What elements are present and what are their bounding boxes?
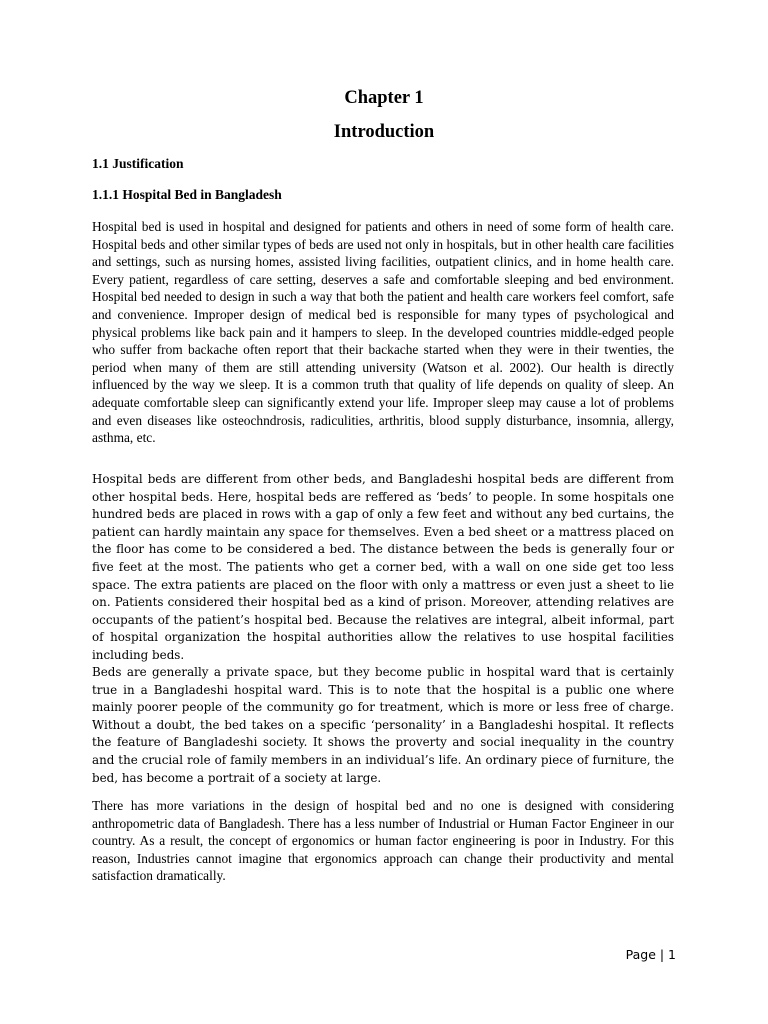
paragraph-1: Hospital bed is used in hospital and designed for patients and others in need of some form of health care. Hospital beds and other similar types of beds are used not only in hospitals, but in other health care facilities and settings, such as nursing homes, assisted living facilities, outpatient clinics, and in home health care. Every patient, regardless of care setting, deserves a safe and comfortable sleeping and bed environment. Hospital bed needed to design in such a way that both the patient and health care workers feel comfort, safe and convenience. Improper design of medical bed is responsible for many types of psychological and physical problems like back pain and it hampers to sleep. In the developed countries middle-edged people who suffer from backache often report that their backache started when they were in their twenties, the period when many of them are still attending university (Watson et al. 2002). Our health is directly influenced by the way we sleep. It is a common truth that quality of life depends on quality of sleep. An adequate comfortable sleep can significantly extend your life. Improper sleep may cause a lot of problems and even diseases like osteochndrosis, radiculities, arthritis, blood supply disturbance, insomnia, allergy, asthma, etc. xyxy=(92,219,674,446)
paragraph-2: Hospital beds are different from other beds, and Bangladeshi hospital beds are different from other hospital beds. Here, hospital beds are reffered as ‘beds’ to people. In some hospitals one hundred beds are placed in rows with a gap of only a few feet and without any bed curtains, the patient can hardly maintain any space for themselves. Even a bed sheet or a mattress placed on the floor has come to be considered a bed. The distance between the beds is generally four or five feet at the most. The patients who get a corner bed, with a wall on one side get too less space. The extra patients are placed on the floor with only a mattress or even just a sheet to lie on. Patients considered their hospital bed as a kind of prison. Moreover, attending relatives are occupants of the patient’s hospital bed. Because the relatives are integral, albeit informal, part of hospital organization the hospital authorities allow the relatives to use hospital facilities including beds. xyxy=(92,472,674,662)
paragraph-4: There has more variations in the design of hospital bed and no one is designed with considering anthropometric data of Bangladesh. There has a less number of Industrial or Human Factor Engineer in our country. As a result, the concept of ergonomics or human factor engineering is poor in Industry. For this reason, Industries cannot imagine that ergonomics approach can change their productivity and mental satisfaction dramatically. xyxy=(92,798,674,884)
page-number: Page | 1 xyxy=(625,947,676,962)
chapter-title: Introduction xyxy=(333,122,435,142)
subsection-heading: 1.1.1 Hospital Bed in Bangladesh xyxy=(92,187,282,202)
paragraph-3: Beds are generally a private space, but they become public in hospital ward that is certainly true in a Bangladeshi hospital ward. This is to note that the hospital is a public one where mainly poorer people of the community go for treatment, which is more or less free of charge. Without a doubt, the bed takes on a specific ‘personality’ in a Bangladeshi hospital. It reflects the feature of Bangladeshi society. It shows the proverty and social inequality in the country and the crucial role of family members in an individual’s life. An ordinary piece of furniture, the bed, has become a portrait of a society at large. xyxy=(92,665,674,785)
section-heading: 1.1 Justification xyxy=(92,156,184,171)
chapter-number: Chapter 1 xyxy=(344,88,424,108)
